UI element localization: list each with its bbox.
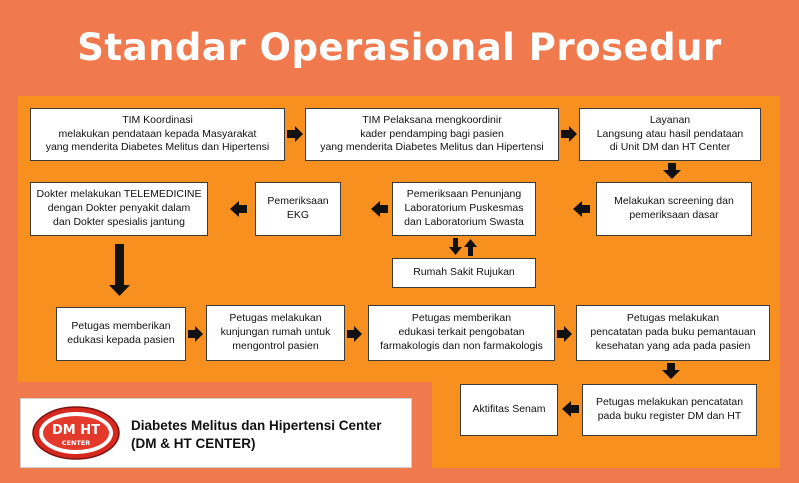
box-tim-pelaksana: TIM Pelaksana mengkoordinir kader pendamping bagi pasien yang menderita Diabetes Melitus dan Hipertensi — [305, 108, 559, 161]
arrow-left-icon — [573, 201, 590, 217]
box-senam: Aktifitas Senam — [460, 384, 558, 436]
arrow-right-icon — [557, 326, 572, 342]
logo-sub-text: CENTER — [61, 439, 91, 447]
arrow-left-icon — [230, 201, 247, 217]
legend-panel — [20, 398, 412, 468]
arrow-right-icon — [287, 126, 303, 142]
box-kunjungan: Petugas melakukan kunjungan rumah untuk mengontrol pasien — [206, 305, 345, 361]
box-edukasi-pasien: Petugas memberikan edukasi kepada pasien — [56, 307, 186, 361]
box-pencatatan-buku: Petugas melakukan pencatatan pada buku pemantauan kesehatan yang ada pada pasien — [576, 305, 770, 361]
box-edukasi-obat: Petugas memberikan edukasi terkait pengobatan farmakologis dan non farmakologis — [368, 305, 555, 361]
arrow-right-icon — [561, 126, 577, 142]
arrow-down-icon — [109, 244, 130, 296]
arrow-down-icon — [663, 163, 681, 179]
arrow-down-icon — [662, 363, 680, 379]
arrow-right-icon — [188, 326, 203, 342]
box-telemedicine: Dokter melakukan TELEMEDICINE dengan Dokter penyakit dalam dan Dokter spesialis jantung — [30, 182, 208, 236]
box-penunjang: Pemeriksaan Penunjang Laboratorium Puskesmas dan Laboratorium Swasta — [392, 182, 536, 236]
arrow-down-icon — [449, 238, 462, 255]
logo-main-text: DM HT — [51, 423, 101, 438]
arrow-up-icon — [464, 239, 477, 256]
arrow-right-icon — [347, 326, 362, 342]
box-layanan: Layanan Langsung atau hasil pendataan di Unit DM dan HT Center — [579, 108, 761, 161]
box-rumah-sakit: Rumah Sakit Rujukan — [392, 258, 536, 288]
box-screening: Melakukan screening dan pemeriksaan dasar — [596, 182, 752, 236]
page-title: Standar Operasional Prosedur — [77, 26, 722, 69]
box-ekg: Pemeriksaan EKG — [255, 182, 341, 236]
arrow-left-icon — [371, 201, 388, 217]
box-pencatatan-register: Petugas melakukan pencatatan pada buku register DM dan HT — [582, 384, 757, 436]
legend-text: Diabetes Melitus dan Hipertensi Center (DM & HT CENTER) — [131, 418, 382, 451]
arrow-left-icon — [562, 401, 579, 417]
dm-ht-center-logo — [31, 405, 121, 461]
box-tim-koordinasi: TIM Koordinasi melakukan pendataan kepada Masyarakat yang menderita Diabetes Melitus dan Hipertensi — [30, 108, 285, 161]
